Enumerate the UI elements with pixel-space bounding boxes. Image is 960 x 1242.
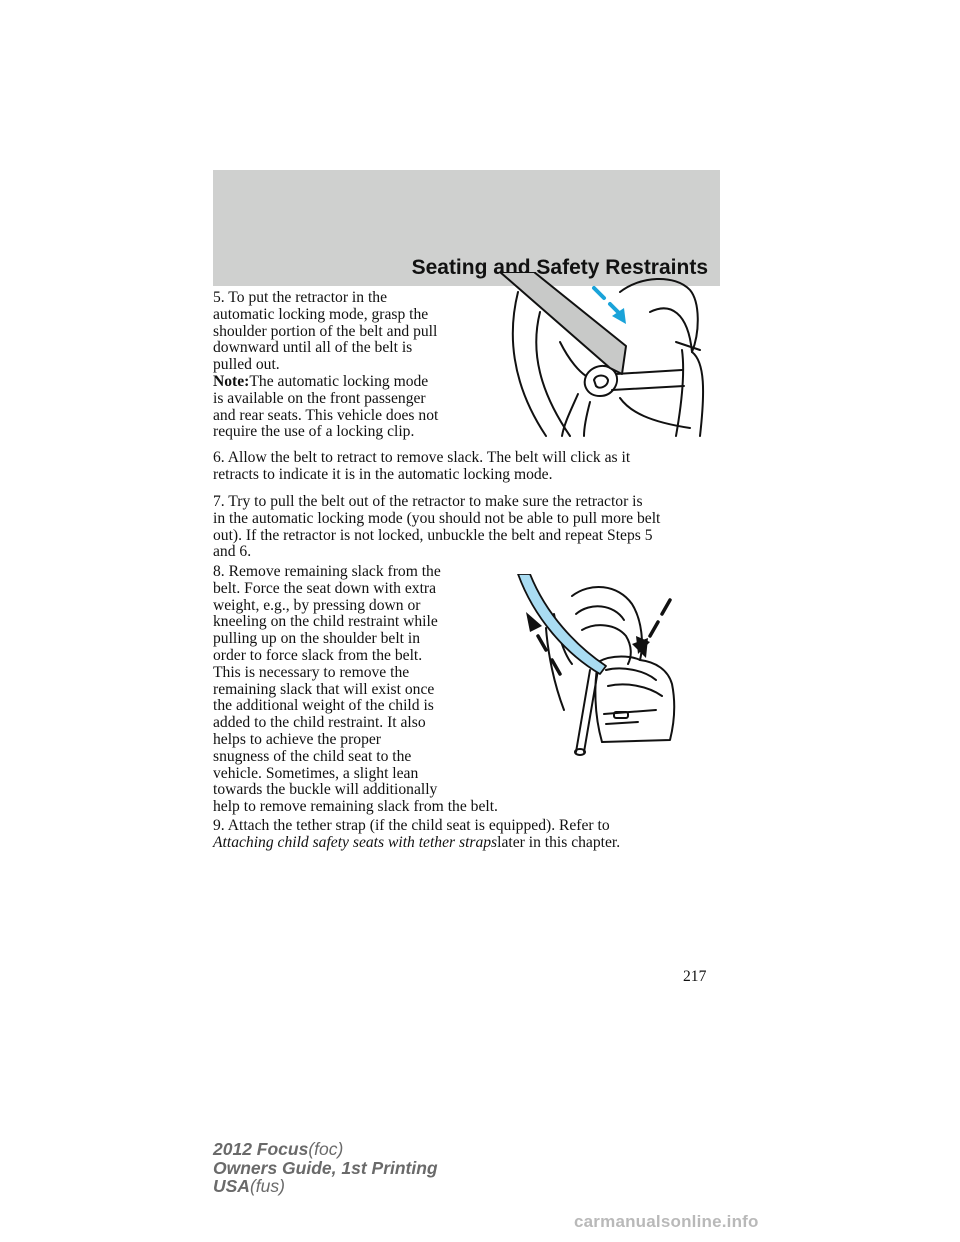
text-line: require the use of a locking clip. <box>213 423 415 441</box>
text-line: help to remove remaining slack from the belt. <box>213 798 498 816</box>
print-footer <box>213 1140 438 1196</box>
text-line: belt. Force the seat down with extra <box>213 579 437 597</box>
shoulder-belt-retractor-illustration <box>500 272 720 438</box>
footer-region-code: (fus) <box>249 1176 285 1196</box>
step-6-paragraph <box>213 450 733 484</box>
text-line: vehicle. Sometimes, a slight lean <box>213 764 419 782</box>
footer-line <box>213 1140 438 1159</box>
text-line: 5. To put the retractor in the <box>213 289 387 306</box>
text-line: helps to achieve the proper <box>213 730 381 748</box>
text-line: remaining slack that will exist once <box>213 680 435 698</box>
text-line: towards the buckle will additionally <box>213 781 438 799</box>
text-line: downward until all of the belt is <box>213 339 413 357</box>
text-line: is available on the front passenger <box>213 389 426 407</box>
cross-reference-title: Attaching child safety seats with tether straps <box>213 833 498 851</box>
text-span: later in this chapter. <box>497 833 621 851</box>
text-line: and rear seats. This vehicle does not <box>213 406 439 424</box>
text-line: pulled out. <box>213 356 280 374</box>
footer-model: 2012 Focus <box>213 1139 309 1159</box>
text-line: automatic locking mode, grasp the <box>213 305 429 323</box>
page-number: 217 <box>683 968 707 985</box>
note-text: The automatic locking mode <box>249 373 429 390</box>
text-line: This is necessary to remove the <box>213 663 410 681</box>
note-label: Note: <box>213 373 250 390</box>
text-line: 8. Remove remaining slack from the <box>213 563 441 580</box>
footer-region: USA <box>213 1176 250 1196</box>
site-watermark: carmanualsonline.info <box>574 1212 759 1231</box>
step-7-paragraph <box>213 494 733 561</box>
footer-model-code: (foc) <box>308 1139 344 1159</box>
text-line: out). If the retractor is not locked, unbuckle the belt and repeat Steps 5 <box>213 526 653 544</box>
text-line: the additional weight of the child is <box>213 697 434 715</box>
child-seat-slack-removal-illustration <box>506 574 686 760</box>
footer-line <box>213 1177 438 1196</box>
text-line: 9. Attach the tether strap (if the child seat is equipped). Refer to <box>213 817 610 834</box>
step-8-paragraph <box>213 564 553 816</box>
note-paragraph <box>213 374 483 441</box>
text-line: pulling up on the shoulder belt in <box>213 630 421 648</box>
text-line: retracts to indicate it is in the automatic locking mode. <box>213 465 553 483</box>
text-line: added to the child restraint. It also <box>213 714 426 732</box>
step-5-paragraph <box>213 290 483 374</box>
section-title: Seating and Safety Restraints <box>411 256 708 279</box>
text-line: weight, e.g., by pressing down or <box>213 596 421 614</box>
footer-guide: Owners Guide, 1st Printing <box>213 1157 438 1178</box>
text-line: and 6. <box>213 543 252 561</box>
text-line <box>213 835 733 852</box>
text-line: in the automatic locking mode (you should not be able to pull more belt <box>213 509 661 527</box>
text-line <box>213 374 483 391</box>
text-line: 6. Allow the belt to retract to remove slack. The belt will click as it <box>213 449 631 466</box>
text-line: shoulder portion of the belt and pull <box>213 322 438 340</box>
text-line: snugness of the child seat to the <box>213 747 412 765</box>
text-line: order to force slack from the belt. <box>213 646 423 664</box>
step-9-paragraph <box>213 818 733 852</box>
text-line: 7. Try to pull the belt out of the retractor to make sure the retractor is <box>213 493 643 510</box>
section-header-band <box>213 170 720 286</box>
text-line: kneeling on the child restraint while <box>213 613 438 631</box>
